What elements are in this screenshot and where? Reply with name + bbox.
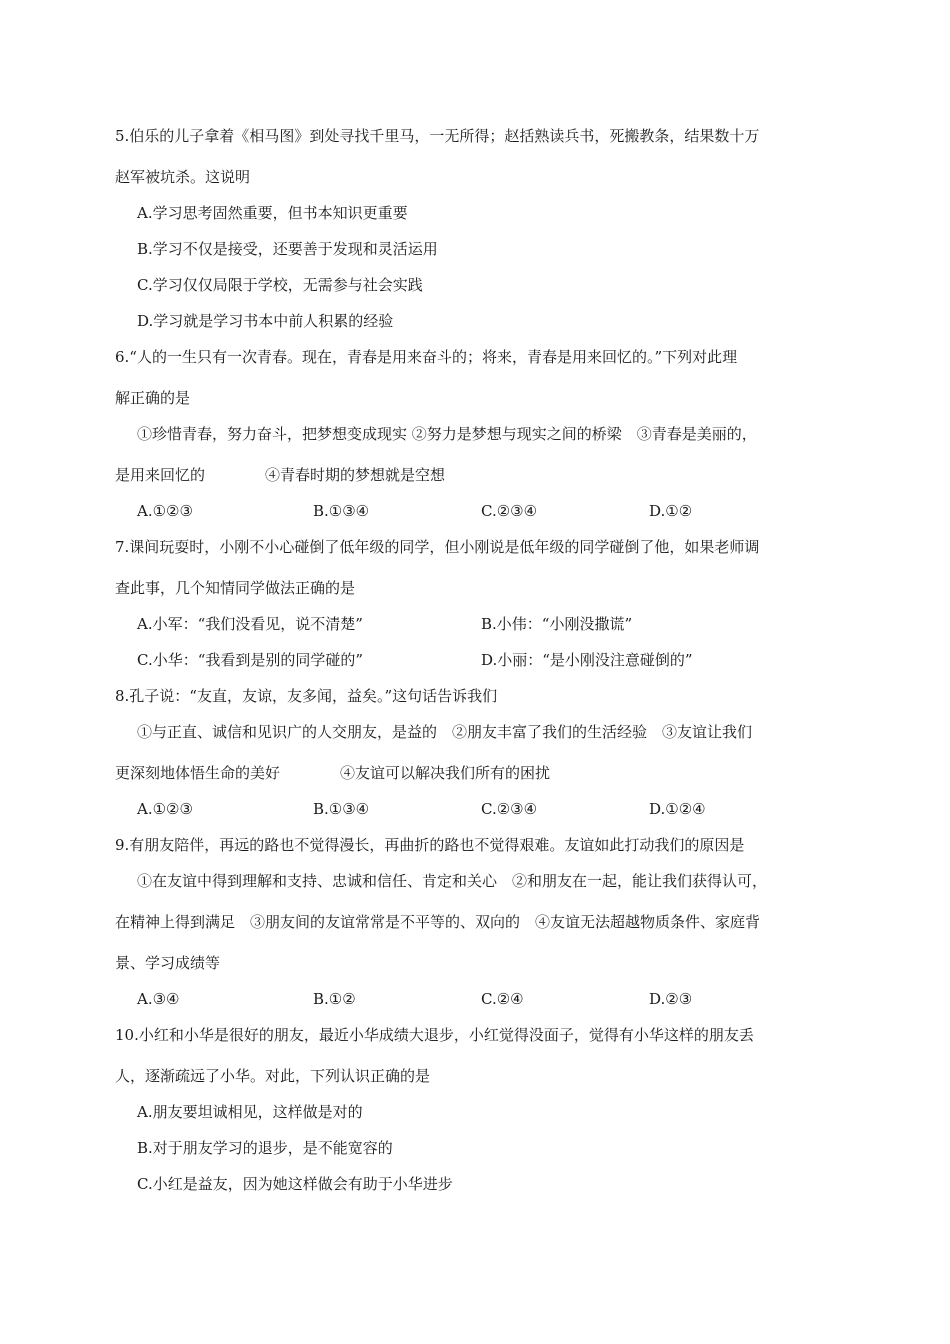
q10-option-b: B.对于朋友学习的退步，是不能宽容的 bbox=[137, 1139, 393, 1157]
q8-option-b: B.①③④ bbox=[313, 800, 370, 818]
q6-option-b: B.①③④ bbox=[313, 502, 370, 520]
q10-option-a: A.朋友要坦诚相见，这样做是对的 bbox=[137, 1103, 363, 1121]
q6-stem-line2: 解正确的是 bbox=[115, 389, 191, 407]
q6-option-c: C.②③④ bbox=[481, 502, 538, 520]
q6-option-d: D.①② bbox=[649, 502, 693, 520]
q6-items-line2: 是用来回忆的 ④青春时期的梦想就是空想 bbox=[115, 466, 446, 484]
q9-option-a: A.③④ bbox=[137, 990, 180, 1008]
q9-option-b: B.①② bbox=[313, 990, 356, 1008]
q5-option-c: C.学习仅仅局限于学校，无需参与社会实践 bbox=[137, 276, 423, 294]
q10-option-c: C.小红是益友，因为她这样做会有助于小华进步 bbox=[137, 1175, 453, 1193]
q7-option-d: D.小丽：“是小刚没注意碰倒的” bbox=[481, 651, 693, 669]
q7-stem-line1: 7.课间玩耍时，小刚不小心碰倒了低年级的同学，但小刚说是低年级的同学碰倒了他，如果老师调 bbox=[115, 538, 760, 556]
q5-option-a: A.学习思考固然重要，但书本知识更重要 bbox=[137, 204, 408, 222]
q7-option-c: C.小华：“我看到是别的同学碰的” bbox=[137, 651, 364, 669]
q8-option-c: C.②③④ bbox=[481, 800, 538, 818]
q10-stem-line2: 人，逐渐疏远了小华。对此，下列认识正确的是 bbox=[115, 1067, 431, 1085]
q5-stem-line2: 赵军被坑杀。这说明 bbox=[115, 168, 251, 186]
q9-items-line3: 景、学习成绩等 bbox=[115, 954, 221, 972]
q9-option-d: D.②③ bbox=[649, 990, 693, 1008]
q7-option-a: A.小军：“我们没看见，说不清楚” bbox=[137, 615, 363, 633]
q9-option-c: C.②④ bbox=[481, 990, 524, 1008]
q8-option-a: A.①②③ bbox=[137, 800, 193, 818]
q5-option-d: D.学习就是学习书本中前人积累的经验 bbox=[137, 312, 394, 330]
q9-stem-line1: 9.有朋友陪伴，再远的路也不觉得漫长，再曲折的路也不觉得艰难。友谊如此打动我们的原因是 bbox=[115, 836, 745, 854]
q8-option-d: D.①②④ bbox=[649, 800, 706, 818]
q8-stem-line1: 8.孔子说：“友直，友谅，友多闻，益矣。”这句话告诉我们 bbox=[115, 687, 498, 705]
q6-option-a: A.①②③ bbox=[137, 502, 193, 520]
q7-option-b: B.小伟：“小刚没撒谎” bbox=[481, 615, 633, 633]
q5-option-b: B.学习不仅是接受，还要善于发现和灵活运用 bbox=[137, 240, 438, 258]
q5-stem-line1: 5.伯乐的儿子拿着《相马图》到处寻找千里马，一无所得；赵括熟读兵书，死搬教条，结果数十万 bbox=[115, 127, 760, 145]
q8-items-line2: 更深刻地体悟生命的美好 ④友谊可以解决我们所有的困扰 bbox=[115, 764, 551, 782]
q6-items-line1: ①珍惜青春，努力奋斗，把梦想变成现实 ②努力是梦想与现实之间的桥梁 ③青春是美丽的， bbox=[137, 425, 757, 443]
q10-stem-line1: 10.小红和小华是很好的朋友，最近小华成绩大退步，小红觉得没面子，觉得有小华这样的朋友丢 bbox=[115, 1026, 754, 1044]
q8-items-line1: ①与正直、诚信和见识广的人交朋友，是益的 ②朋友丰富了我们的生活经验 ③友谊让我们 bbox=[137, 723, 753, 741]
q9-items-line2: 在精神上得到满足 ③朋友间的友谊常常是不平等的、双向的 ④友谊无法超越物质条件、家庭背 bbox=[115, 913, 761, 931]
q9-items-line1: ①在友谊中得到理解和支持、忠诚和信任、肯定和关心 ②和朋友在一起，能让我们获得认可， bbox=[137, 872, 768, 890]
q6-stem-line1: 6.“人的一生只有一次青春。现在，青春是用来奋斗的；将来，青春是用来回忆的。”下列对此理 bbox=[115, 348, 738, 366]
q7-stem-line2: 查此事，几个知情同学做法正确的是 bbox=[115, 579, 356, 597]
